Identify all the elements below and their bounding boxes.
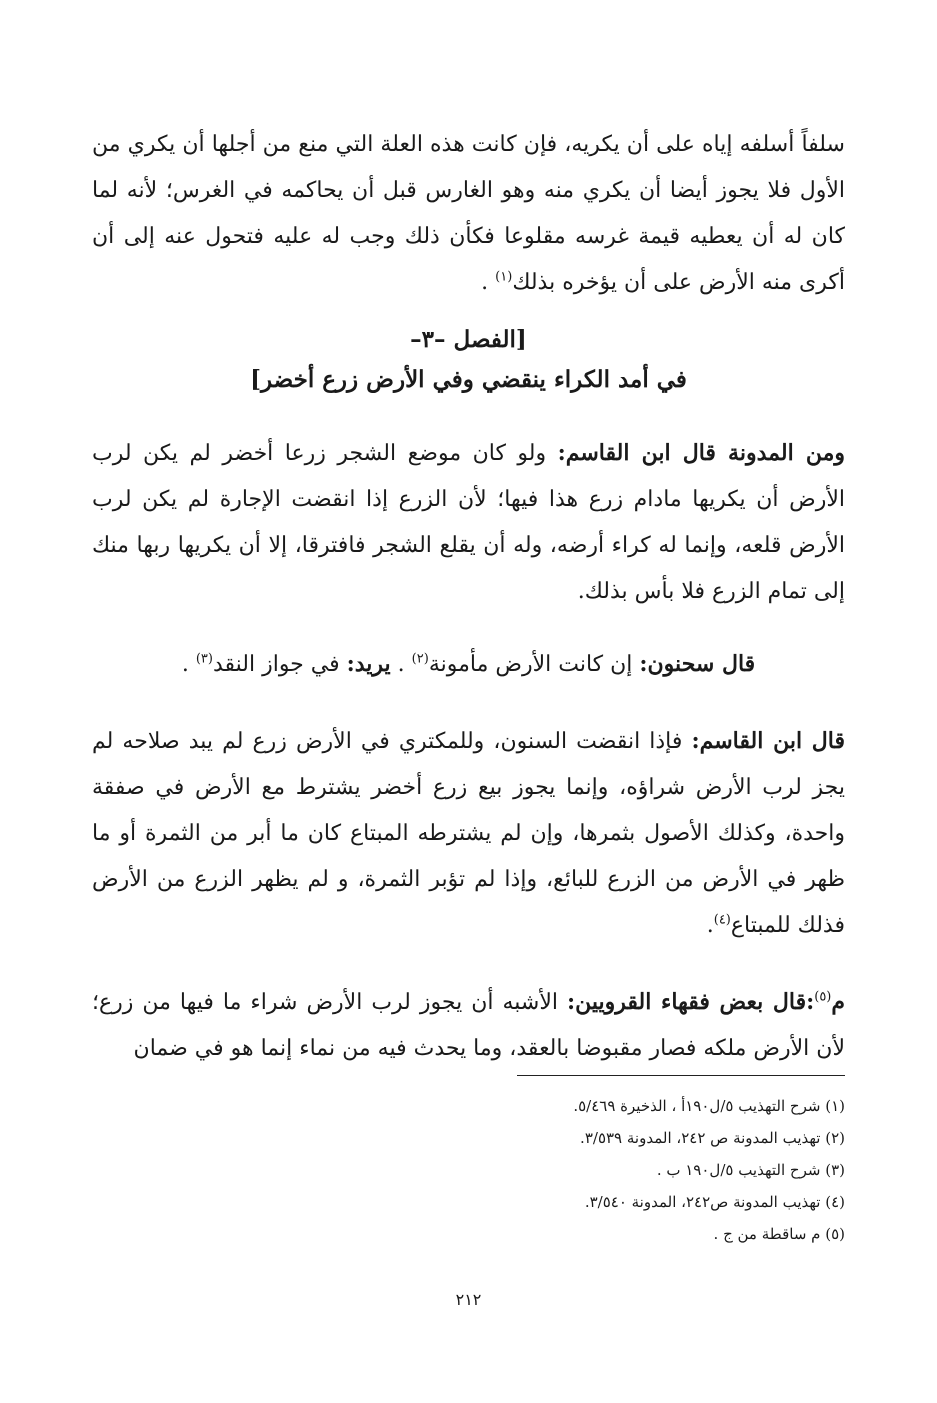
paragraph-3-text-2: في جواز النقد [212,652,347,677]
paragraph-2-lead: ومن المدونة قال ابن القاسم: [557,440,845,466]
footnote-separator [517,1075,845,1076]
page-number: ٢١٢ [455,1290,482,1309]
section-title: [الفصل –٣– [410,326,527,353]
paragraph-1-end: . [481,270,496,295]
paragraph-4-lead: قال ابن القاسم: [691,728,845,754]
paragraph-5-text: الأشبه أن يجوز لرب الأرض شراء ما فيها من زرع؛ لأن الأرض ملكه فصار مقبوضا بالعقد، وما يحدث فيه من نماء إنما هو في ضمان [92,990,845,1061]
paragraph-2-text: ولو كان موضع الشجر زرعا أخضر لم يكن لرب الأرض أن يكريها مادام زرع هذا فيها؛ لأن الزرع إذا انقضت الإجارة لم يكن لرب الأرض قلعه، وإنما له كراء أرضه، وله أن يقلع الشجر فافترقا، إلا أن يكريها ربها منك إلى تمام الزرع فلا بأس بذلك. [92,441,845,604]
paragraph-2 [92,430,845,615]
footnote-3: (٣) شرح التهذيب ٥/ل١٩٠ ب . [656,1161,845,1179]
main-text [92,122,845,1072]
paragraph-4-end: . [706,913,714,938]
paragraph-3-lead: قال سحنون: [639,651,756,677]
footnotes [92,1090,845,1250]
footnote-ref-3[interactable]: (٣) [195,651,213,667]
footnote-2: (٢) تهذيب المدونة ص ٢٤٢، المدونة ٣/٥٣٩. [580,1129,845,1147]
paragraph-5-prefix: م [831,989,845,1015]
footnote-ref-5[interactable]: (٥) [814,989,832,1005]
paragraph-3-end: . [181,652,196,677]
footnote-ref-4[interactable]: (٤) [713,912,731,928]
paragraph-3-mid: . [390,652,412,677]
paragraph-1-text: سلفاً أسلفه إياه على أن يكريه، فإن كانت هذه العلة التي منع من أجلها أن يكري من الأول فلا يجوز أيضا أن يكري منه وهو الغارس قبل أن يحاكمه في الغرس؛ لأنه لما كان له أن يعطيه قيمة غرسه مقلوعا فكأن ذلك وجب له عليه فتحول عنه إلى أن أكرى منه الأرض على أن يؤخره بذلك [92,132,845,295]
paragraph-1 [92,122,845,306]
paragraph-3-text-1: إن كانت الأرض مأمونة [428,652,640,677]
footnote-1: (١) شرح التهذيب ٥/ل١٩٠أ ، الذخيرة ٥/٤٦٩. [573,1097,845,1115]
footnote-4: (٤) تهذيب المدونة ص٢٤٢، المدونة ٣/٥٤٠. [584,1193,845,1211]
paragraph-5 [92,979,845,1072]
paragraph-4 [92,718,845,949]
paragraph-4-text: فإذا انقضت السنون، وللمكتري في الأرض زرع لم يبد صلاحه لم يجز لرب الأرض شراؤه، وإنما يجوز بيع زرع أخضر يشترط مع الأرض في صفقة واحدة، وكذلك الأصول بثمرها، وإن لم يشترطه المبتاع كان ما أبر من الثمرة أو ما ظهر في الأرض من الزرع للبائع، وإذا لم تؤبر الثمرة، و لم يظهر الزرع من الأرض فذلك للمبتاع [92,729,845,938]
footnote-ref-2[interactable]: (٢) [411,651,429,667]
footnote-5: (٥) م ساقطة من ج . [713,1225,845,1243]
paragraph-3 [92,641,845,688]
footnote-ref-1[interactable]: (١) [495,269,513,285]
paragraph-5-lead: :قال بعض فقهاء القرويين: [567,989,815,1015]
paragraph-3-lead-2: يريد: [346,651,391,677]
section-subtitle: في أمد الكراء ينقضي وفي الأرض زرع أخضر] [250,366,687,393]
